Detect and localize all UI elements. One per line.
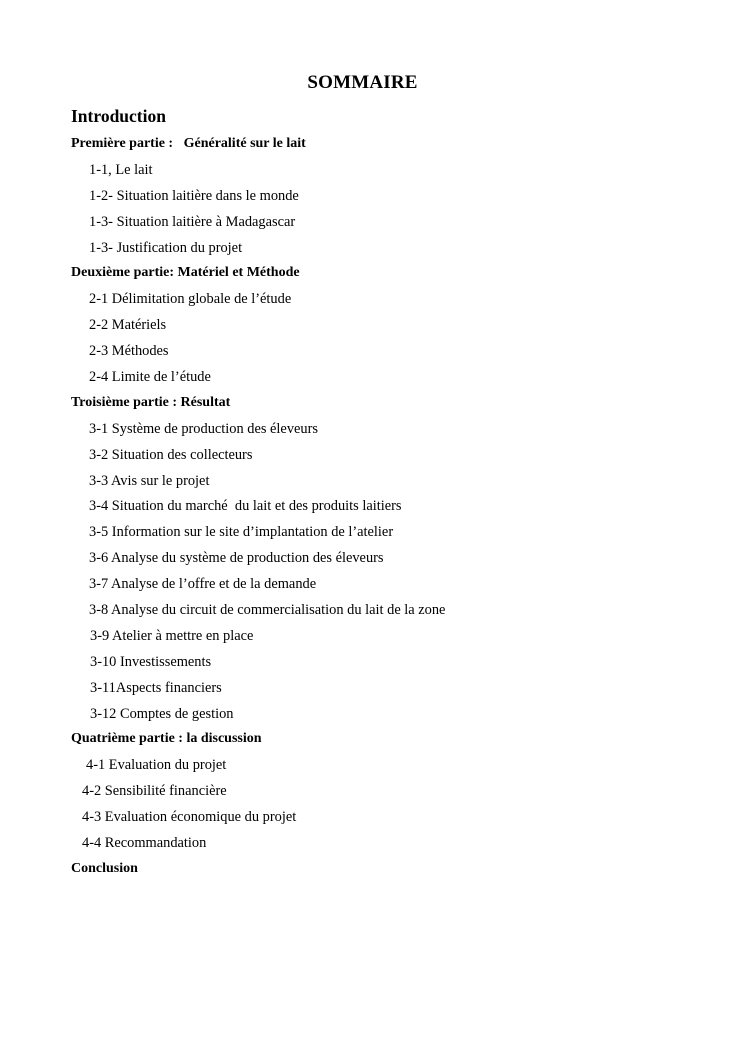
toc-item: 4-1 Evaluation du projet bbox=[86, 757, 227, 774]
toc-part-1-heading: Première partie : Généralité sur le lait bbox=[71, 136, 306, 151]
toc-item: 3-8 Analyse du circuit de commercialisation du lait de la zone bbox=[89, 602, 446, 619]
toc-item: 3-12 Comptes de gestion bbox=[90, 705, 234, 722]
toc-part-3-heading: Troisième partie : Résultat bbox=[71, 394, 231, 410]
toc-item: 3-6 Analyse du système de production des éleveurs bbox=[89, 550, 384, 567]
toc-item: 2-3 Méthodes bbox=[89, 343, 169, 360]
toc-item: 3-4 Situation du marché du lait et des produits laitiers bbox=[89, 498, 402, 515]
toc-part-2-heading: Deuxième partie: Matériel et Méthode bbox=[71, 265, 300, 281]
toc-item: 3-5 Information sur le site d’implantation de l’atelier bbox=[89, 524, 394, 541]
toc-item: 4-4 Recommandation bbox=[82, 835, 207, 852]
toc-item: 1-1, Le lait bbox=[89, 161, 153, 178]
toc-item: 2-2 Matériels bbox=[89, 317, 167, 334]
toc-item: 4-3 Evaluation économique du projet bbox=[82, 809, 297, 826]
toc-part-4-heading: Quatrième partie : la discussion bbox=[71, 731, 262, 747]
toc-item: 3-2 Situation des collecteurs bbox=[89, 446, 253, 463]
toc-item: 3-9 Atelier à mettre en place bbox=[90, 627, 254, 644]
table-of-contents bbox=[71, 134, 721, 885]
toc-item: 3-10 Investissements bbox=[90, 653, 212, 670]
toc-item: 1-2- Situation laitière dans le monde bbox=[89, 187, 299, 204]
toc-item: 3-7 Analyse de l’offre et de la demande bbox=[89, 576, 317, 593]
toc-item: 4-2 Sensibilité financière bbox=[82, 783, 227, 800]
page-title: SOMMAIRE bbox=[307, 72, 418, 93]
toc-item: 1-3- Situation laitière à Madagascar bbox=[89, 213, 296, 230]
toc-conclusion: Conclusion bbox=[71, 860, 138, 876]
toc-item: 2-4 Limite de l’étude bbox=[89, 369, 211, 386]
toc-introduction: Introduction bbox=[71, 106, 166, 126]
toc-item: 3-3 Avis sur le projet bbox=[89, 472, 210, 489]
toc-item: 1-3- Justification du projet bbox=[89, 239, 243, 256]
toc-item: 3-1 Système de production des éleveurs bbox=[89, 420, 318, 437]
toc-item: 2-1 Délimitation globale de l’étude bbox=[89, 291, 292, 308]
toc-item: 3-11Aspects financiers bbox=[90, 679, 222, 696]
